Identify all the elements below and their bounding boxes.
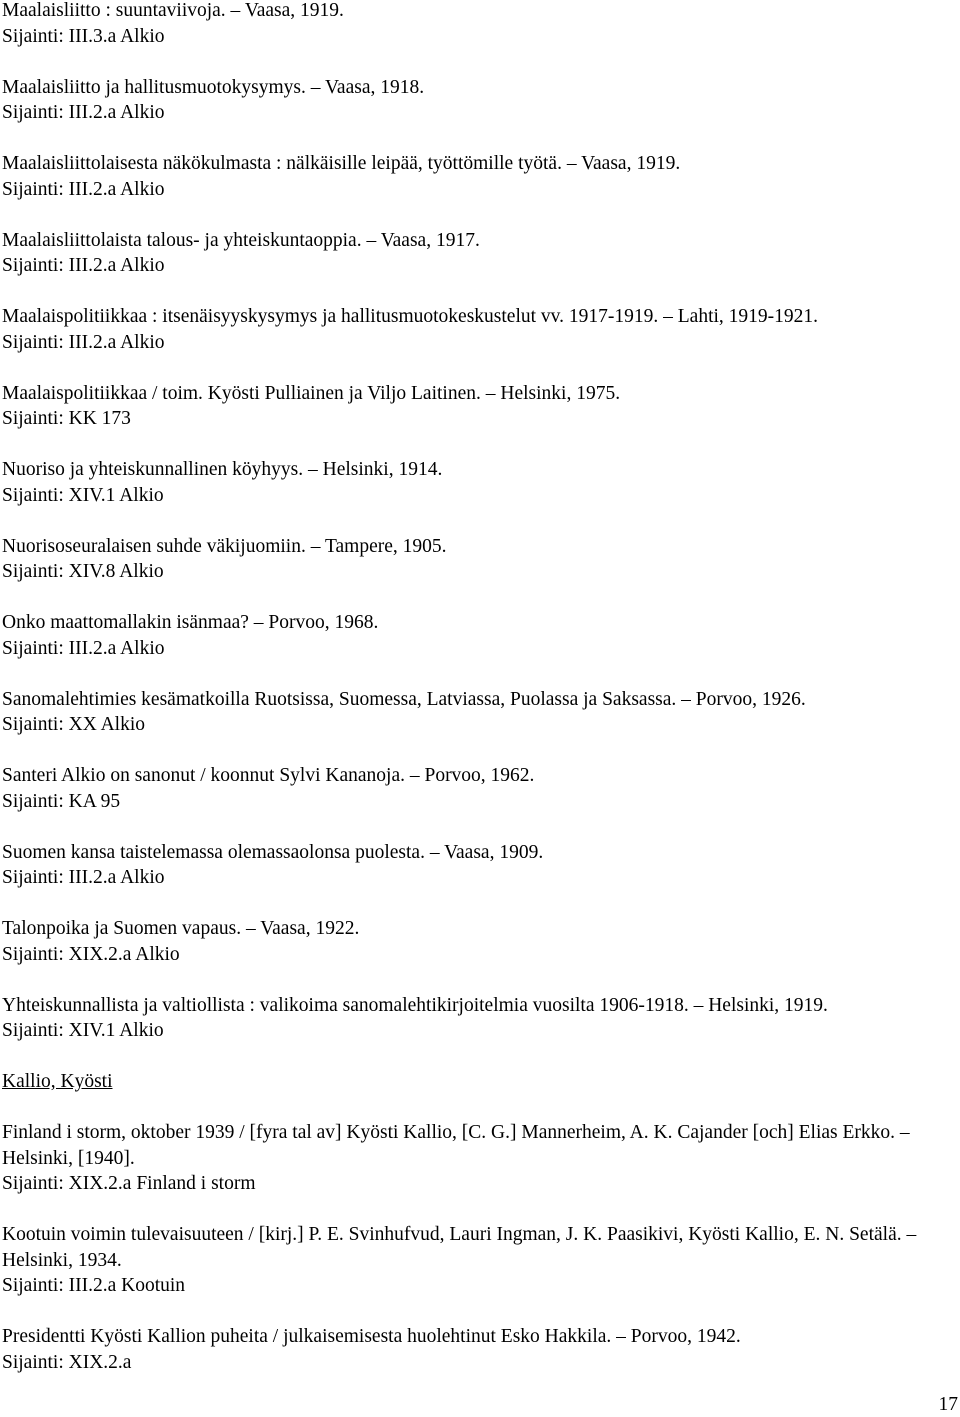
entry-title: Suomen kansa taistelemassa olemassaolonsa puolesta. – Vaasa, 1909. (2, 841, 544, 863)
entry-location: Sijainti: XX Alkio (2, 714, 146, 735)
entry-location: Sijainti: KK 173 (2, 408, 131, 429)
entry-location: Sijainti: III.2.a Kootuin (2, 1275, 186, 1296)
catalog-entry (2, 151, 957, 202)
entry-list-kallio (2, 1120, 957, 1375)
catalog-entry (2, 687, 957, 738)
catalog-entry (2, 304, 957, 355)
entry-location: Sijainti: III.2.a Alkio (2, 102, 165, 123)
entry-title: Kootuin voimin tulevaisuuteen / [kirj.] P. E. Svinhufvud, Lauri Ingman, J. K. Paasikivi, Kyösti Kallio, E. N. Setälä. – Helsinki, 1934. (2, 1224, 922, 1271)
entry-location: Sijainti: III.2.a Alkio (2, 331, 165, 353)
entry-location: Sijainti: III.2.a Alkio (2, 637, 165, 659)
entry-location: Sijainti: XIV.8 Alkio (2, 561, 164, 582)
entry-title: Finland i storm, oktober 1939 / [fyra tal av] Kyösti Kallio, [C. G.] Mannerheim, A. K. Cajander [och] Elias Erkko. – Helsinki, [1940]. (2, 1122, 915, 1169)
entry-location: Sijainti: XIX.2.a Finland i storm (2, 1173, 256, 1194)
entry-title: Nuorisoseuralaisen suhde väkijuomiin. – Tampere, 1905. (2, 535, 447, 557)
entry-title: Maalaisliitto ja hallitusmuotokysymys. – Vaasa, 1918. (2, 76, 425, 98)
entry-title: Maalaispolitiikkaa / toim. Kyösti Pulliainen ja Viljo Laitinen. – Helsinki, 1975. (2, 382, 621, 404)
author-heading: Kallio, Kyösti (2, 1071, 113, 1092)
catalog-entry (2, 1120, 957, 1197)
catalog-entry (2, 1324, 957, 1375)
page-number: 17 (938, 1393, 958, 1415)
entry-title: Maalaisliittolaista talous- ja yhteiskuntaoppia. – Vaasa, 1917. (2, 229, 480, 251)
entry-location: Sijainti: III.2.a Alkio (2, 867, 165, 888)
catalog-page (2, 0, 957, 1401)
entry-list-alkio (2, 0, 957, 1044)
catalog-entry (2, 610, 957, 661)
entry-location: Sijainti: XIV.1 Alkio (2, 1020, 164, 1041)
entry-location: Sijainti: XIX.2.a Alkio (2, 943, 180, 965)
entry-location: Sijainti: XIX.2.a (2, 1351, 132, 1373)
entry-location: Sijainti: KA 95 (2, 790, 121, 812)
catalog-entry (2, 916, 957, 967)
entry-title: Sanomalehtimies kesämatkoilla Ruotsissa, Suomessa, Latviassa, Puolassa ja Saksassa. – Porvoo, 1926. (2, 688, 806, 710)
catalog-entry (2, 381, 957, 432)
catalog-entry (2, 763, 957, 814)
entry-title: Maalaisliitto : suuntaviivoja. – Vaasa, 1919. (2, 0, 344, 21)
catalog-entry (2, 1222, 957, 1299)
catalog-entry (2, 993, 957, 1044)
entry-title: Presidentti Kyösti Kallion puheita / julkaisemisesta huolehtinut Esko Hakkila. – Porvoo, 1942. (2, 1326, 741, 1347)
catalog-entry (2, 534, 957, 585)
entry-title: Santeri Alkio on sanonut / koonnut Sylvi Kananoja. – Porvoo, 1962. (2, 765, 535, 786)
catalog-entry (2, 75, 957, 126)
catalog-entry (2, 0, 957, 49)
entry-title: Yhteiskunnallista ja valtiollista : valikoima sanomalehtikirjoitelmia vuosilta 1906-1918. – Helsinki, 1919. (2, 994, 828, 1016)
entry-title: Maalaispolitiikkaa : itsenäisyyskysymys ja hallitusmuotokeskustelut vv. 1917-1919. – Lahti, 1919-1921. (2, 306, 819, 327)
entry-location: Sijainti: III.2.a Alkio (2, 178, 165, 200)
entry-location: Sijainti: III.3.a Alkio (2, 25, 165, 47)
entry-title: Nuoriso ja yhteiskunnallinen köyhyys. – Helsinki, 1914. (2, 459, 443, 480)
entry-location: Sijainti: III.2.a Alkio (2, 255, 165, 276)
entry-location: Sijainti: XIV.1 Alkio (2, 484, 164, 506)
catalog-entry (2, 228, 957, 279)
entry-title: Onko maattomallakin isänmaa? – Porvoo, 1968. (2, 612, 379, 633)
entry-title: Talonpoika ja Suomen vapaus. – Vaasa, 1922. (2, 918, 360, 939)
catalog-entry (2, 840, 957, 891)
catalog-entry (2, 457, 957, 508)
entry-title: Maalaisliittolaisesta näkökulmasta : nälkäisille leipää, työttömille työtä. – Vaasa, 1919. (2, 153, 681, 174)
